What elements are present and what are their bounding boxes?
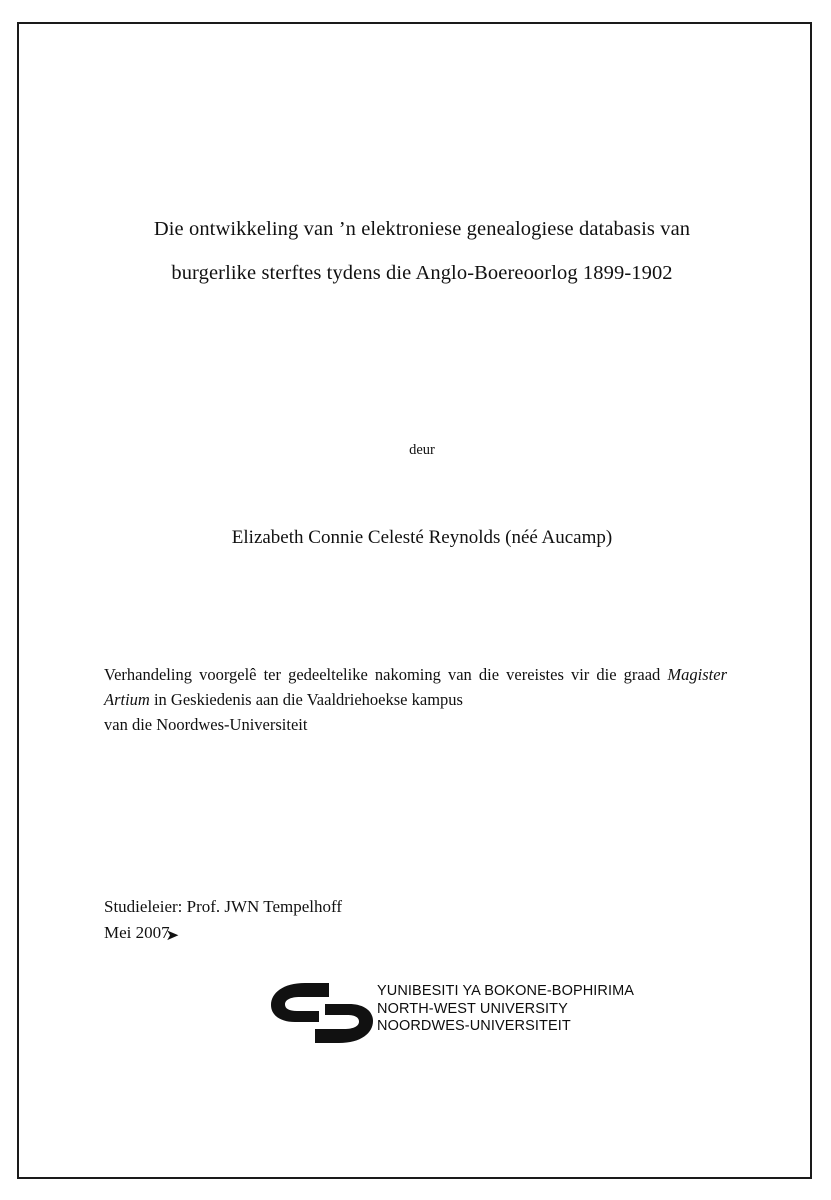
degree-statement: [104, 662, 727, 737]
degree-statement-part2: in Geskiedenis aan die Vaaldriehoekse kampus: [149, 690, 463, 709]
date-text: Mei 2007: [104, 923, 170, 942]
date-pen-mark: ➤: [165, 928, 180, 944]
supervisor-line: Studieleier: Prof. JWN Tempelhoff: [104, 897, 343, 916]
nwu-logo-icon: [267, 981, 377, 1045]
degree-statement-part1: Verhandeling voorgelê ter gedeeltelike nakoming van die vereistes vir die graad: [104, 665, 668, 684]
date-line: [104, 920, 180, 946]
by-word: deur: [409, 442, 435, 458]
page-title: [102, 207, 742, 295]
logo-line-3: NOORDWES-UNIVERSITEIT: [377, 1018, 571, 1034]
supervisor-block: [104, 894, 704, 946]
logo-line-1: YUNIBESITI YA BOKONE-BOPHIRIMA: [377, 983, 635, 999]
title-line-2: burgerlike sterftes tydens die Anglo-Boereoorlog 1899-1902: [171, 262, 673, 284]
logo-text: [377, 983, 634, 1036]
degree-statement-line3: van die Noordwes-Universiteit: [104, 715, 308, 734]
university-logo: [249, 977, 635, 1047]
degree-name: Magister Artium: [104, 665, 727, 709]
title-line-1: Die ontwikkeling van ’n elektroniese genealogiese databasis van: [153, 218, 691, 240]
date-line-wrapper: [104, 920, 704, 946]
page-content: [17, 22, 812, 1179]
logo-line-2: NORTH-WEST UNIVERSITY: [377, 1000, 568, 1017]
author-name: Elizabeth Connie Celesté Reynolds (néé Aucamp): [231, 527, 613, 548]
